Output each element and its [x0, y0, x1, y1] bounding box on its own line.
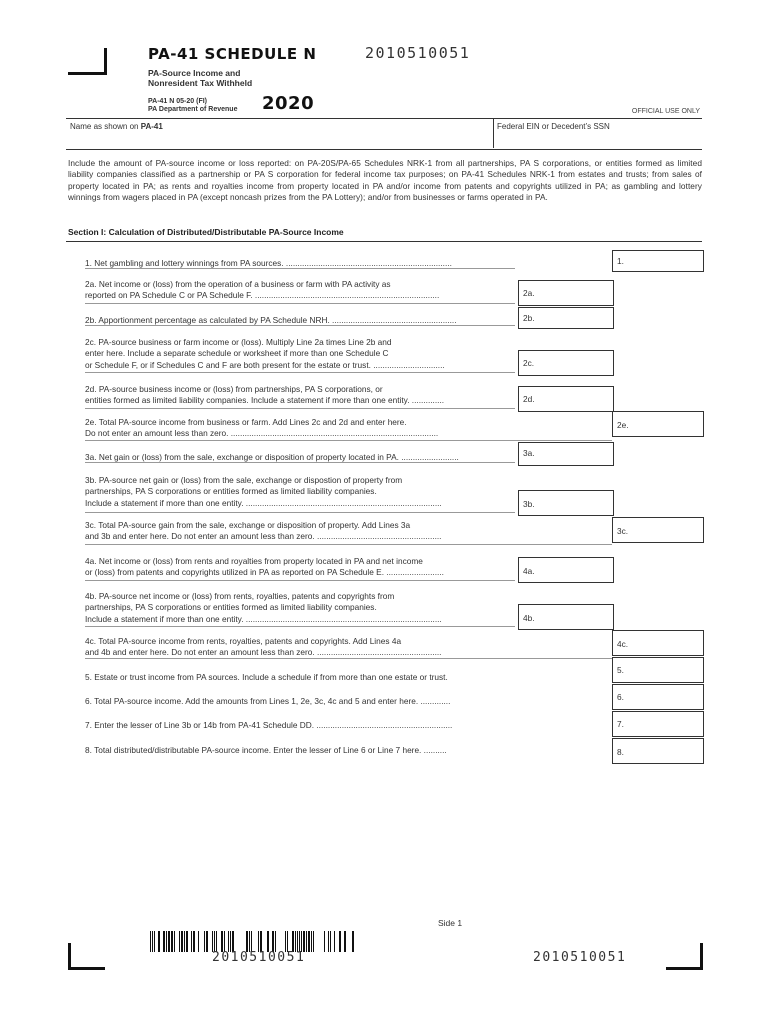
barcode-bar [344, 931, 346, 952]
form-number: PA-41 N 05-20 (FI) [148, 98, 207, 105]
tax-year: 2020 [262, 93, 315, 114]
name-field-label-form: PA-41 [140, 122, 163, 131]
line-3b-box-label: 3b. [523, 499, 535, 509]
subtitle-line-1: PA-Source Income and [148, 68, 241, 78]
barcode-bar [287, 931, 288, 952]
name-ein-divider [493, 118, 494, 148]
barcode-bar [311, 931, 312, 952]
form-number-block [148, 98, 237, 114]
corner-mark-bottom-left [68, 943, 105, 970]
section-title: Section I: Calculation of Distributed/Distributable PA-Source Income [68, 227, 344, 237]
line-4b-box[interactable] [518, 604, 614, 630]
line-3c-text: 3c. Total PA-source gain from the sale, exchange or disposition of property. Add Lines 3a and 3b and enter here. Do not enter an amount less than zero. ...................................................... [85, 520, 442, 542]
line-2b-text: 2b. Apportionment percentage as calculated by PA Schedule NRH. ...................................................... [85, 315, 457, 325]
barcode-bar [313, 931, 314, 952]
barcode-bar [204, 931, 205, 952]
row-rule [85, 580, 515, 581]
barcode-bar [163, 931, 165, 952]
line-6-text: 6. Total PA-source income. Add the amounts from Lines 1, 2e, 3c, 4c and 5 and enter here. ............. [85, 696, 451, 706]
line-8-box-label: 8. [617, 747, 624, 757]
line-7-text: 7. Enter the lesser of Line 3b or 14b from PA-41 Schedule DD. ........................................................... [85, 720, 453, 730]
line-3b-box[interactable] [518, 490, 614, 516]
barcode-bar [306, 931, 307, 952]
barcode-bar [152, 931, 153, 952]
row-rule [85, 268, 515, 269]
name-field[interactable] [70, 122, 490, 146]
barcode-bar [251, 931, 252, 952]
barcode-bar [166, 931, 167, 952]
barcode-bar [267, 931, 269, 952]
line-3a-box[interactable] [518, 442, 614, 466]
barcode-bar [249, 931, 250, 952]
barcode-bar [184, 931, 185, 952]
line-4b-box-label: 4b. [523, 613, 535, 623]
line-4c-text: 4c. Total PA-source income from rents, royalties, patents and copyrights. Add Lines 4a and 4b and enter here. Do not enter an amount less than zero. ...................................................... [85, 636, 442, 658]
barcode-bar [352, 931, 354, 952]
line-8-text: 8. Total distributed/distributable PA-source income. Enter the lesser of Line 6 or Line 7 here. .......... [85, 745, 447, 755]
line-2a-box[interactable] [518, 280, 614, 306]
barcode-bar [232, 931, 234, 952]
line-2e-box-label: 2e. [617, 420, 629, 430]
instructions-paragraph: Include the amount of PA-source income or loss reported: on PA-20S/PA-65 Schedules NRK-1 from all partnerships, PA S corporations, or entities formed as limited liability companies classified as a partnership or PA S corporation for federal income tax purposes; on PA-41 Schedules NRK-1 from estates and trusts; from sales of property located in PA; as rents and royalties income from property located in PA and/or income from patents and copyrights utilized in PA; as gambling and lottery winnings from wagers placed in PA (except noncash prizes from the PA Lottery); and/or from businesses or farms operated in PA. [68, 158, 702, 203]
barcode-bar [292, 931, 294, 952]
barcode-bar [275, 931, 276, 952]
line-6-box-label: 6. [617, 692, 624, 702]
line-4b-text: 4b. PA-source net income or (loss) from rents, royalties, patents and copyrights from partnerships, PA S corporations or entities formed as limited liability companies. Include a statement if more than one entity. ..................................................................................... [85, 591, 442, 624]
line-3a-text: 3a. Net gain or (loss) from the sale, exchange or disposition of property located in PA. ......................... [85, 452, 459, 462]
barcode-bar [328, 931, 329, 952]
barcode-bar [198, 931, 199, 952]
line-1-box[interactable] [612, 250, 704, 272]
side-label: Side 1 [438, 918, 463, 928]
line-2c-box[interactable] [518, 350, 614, 376]
barcode-bar [214, 931, 215, 952]
department-name: PA Department of Revenue [148, 106, 238, 113]
barcode-bar [334, 931, 335, 952]
line-2d-text: 2d. PA-source business income or (loss) from partnerships, PA S corporations, or entities formed as limited liability companies. Include a statement if more than one entity. .............. [85, 384, 445, 406]
row-rule [85, 372, 515, 373]
barcode-bar [212, 931, 213, 952]
line-8-box[interactable] [612, 738, 704, 764]
barcode-bar [330, 931, 331, 952]
ein-field[interactable] [497, 122, 697, 146]
corner-mark-top-left [68, 48, 107, 75]
barcode-bar [174, 931, 175, 952]
name-field-label: Name as shown on [70, 122, 139, 131]
row-rule [85, 626, 515, 627]
line-5-box[interactable] [612, 657, 704, 683]
row-rule [85, 325, 515, 326]
barcode-bar [171, 931, 173, 952]
line-4c-box-label: 4c. [617, 639, 629, 649]
line-4c-box[interactable] [612, 630, 704, 656]
line-2d-box[interactable] [518, 386, 614, 412]
barcode-bar [299, 931, 300, 952]
line-2c-text: 2c. PA-source business or farm income or (loss). Multiply Line 2a times Line 2b and enter here. Include a separate schedule or worksheet if more than one Schedule C or Schedule F, or if Schedules C and F are both present for the estate or trust. ............................... [85, 337, 445, 370]
barcode-bar [154, 931, 155, 952]
line-2e-text: 2e. Total PA-source income from business or farm. Add Lines 2c and 2d and enter here. Do not enter an amount less than zero. .......................................................................................... [85, 417, 439, 439]
line-4a-box-label: 4a. [523, 566, 535, 576]
barcode-bar [246, 931, 248, 952]
line-5-text: 5. Estate or trust income from PA sources. Include a schedule if from more than one estate or trust. [85, 672, 448, 682]
row-rule [85, 440, 612, 441]
line-1-text: 1. Net gambling and lottery winnings from PA sources. ........................................................................ [85, 258, 452, 268]
barcode-bar [206, 931, 208, 952]
barcode-number: 2010510051 [212, 950, 306, 965]
form-subtitle [148, 68, 348, 88]
barcode-bar [260, 931, 262, 952]
barcode-bar [181, 931, 183, 952]
line-1-box-label: 1. [617, 256, 624, 266]
corner-mark-bottom-right [666, 943, 703, 970]
line-6-box[interactable] [612, 684, 704, 710]
row-rule [85, 408, 515, 409]
bottom-form-code: 2010510051 [533, 950, 627, 965]
barcode-bar [179, 931, 180, 952]
line-7-box[interactable] [612, 711, 704, 737]
barcode-bar [168, 931, 170, 952]
line-2b-box[interactable] [518, 307, 614, 329]
subtitle-line-2: Nonresident Tax Withheld [148, 78, 253, 88]
barcode-image [150, 931, 362, 952]
row-rule [85, 544, 612, 545]
barcode-bar [285, 931, 286, 952]
barcode-bar [295, 931, 296, 952]
line-3c-box-label: 3c. [617, 526, 629, 536]
barcode-bar [303, 931, 305, 952]
line-2a-box-label: 2a. [523, 288, 535, 298]
barcode-bar [301, 931, 302, 952]
barcode-bar [186, 931, 188, 952]
line-3b-text: 3b. PA-source net gain or (loss) from the sale, exchange or dispostion of property from partnerships, PA S corporations or entities formed as limited liability companies. Include a statement if more than one entity. ..................................................................................... [85, 475, 442, 508]
line-4a-box[interactable] [518, 557, 614, 583]
barcode-bar [308, 931, 310, 952]
barcode-bar [230, 931, 231, 952]
section-heading [66, 226, 702, 242]
barcode-bar [324, 931, 325, 952]
barcode-bar [193, 931, 195, 952]
line-2a-text: 2a. Net income or (loss) from the operation of a business or farm with PA activity as reported on PA Schedule C or PA Schedule F. ................................................................................ [85, 279, 440, 301]
line-3c-box[interactable] [612, 517, 704, 543]
line-7-box-label: 7. [617, 719, 624, 729]
row-rule [85, 512, 515, 513]
official-use-label: OFFICIAL USE ONLY [631, 108, 700, 115]
row-rule [85, 303, 515, 304]
line-2e-box[interactable] [612, 411, 704, 437]
barcode-bar [258, 931, 259, 952]
line-4a-text: 4a. Net income or (loss) from rents and royalties from property located in PA and net income or (loss) from patents and copyrights utilized in PA as reported on PA Schedule E. ......................... [85, 556, 444, 578]
barcode-bar [224, 931, 225, 952]
form-title: PA-41 SCHEDULE N [148, 45, 317, 63]
barcode-bar [339, 931, 341, 952]
barcode-bar [272, 931, 274, 952]
line-5-box-label: 5. [617, 665, 624, 675]
ein-field-label: Federal EIN or Decedent’s SSN [497, 122, 610, 131]
barcode-bar [228, 931, 229, 952]
line-2d-box-label: 2d. [523, 394, 535, 404]
barcode-bar [150, 931, 151, 952]
barcode-bar [221, 931, 223, 952]
form-code-top: 2010510051 [365, 44, 471, 62]
line-3a-box-label: 3a. [523, 448, 535, 458]
barcode-bar [191, 931, 192, 952]
barcode-bar [216, 931, 217, 952]
barcode-bar [297, 931, 298, 952]
row-rule [85, 462, 515, 463]
line-2c-box-label: 2c. [523, 358, 535, 368]
row-rule [85, 658, 612, 659]
barcode-bar [158, 931, 160, 952]
line-2b-box-label: 2b. [523, 313, 535, 323]
